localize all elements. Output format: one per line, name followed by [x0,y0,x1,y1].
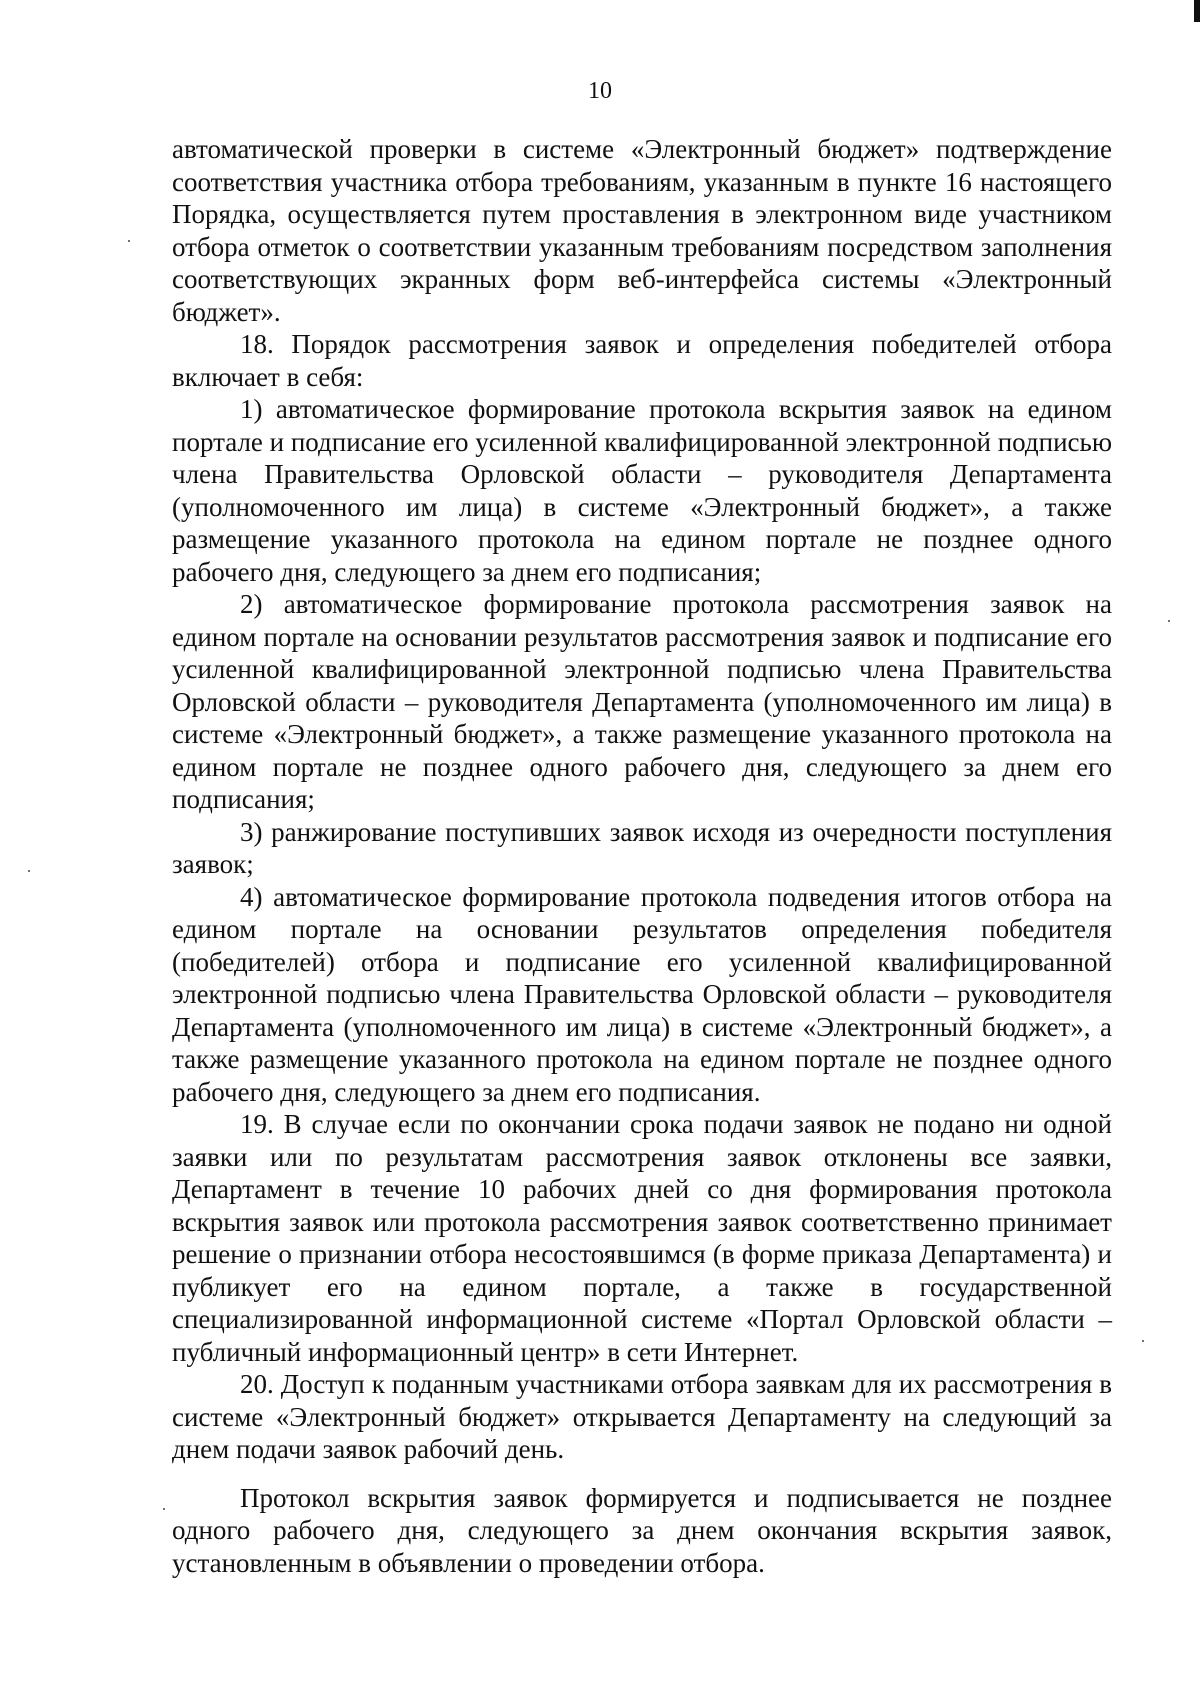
scan-speck [28,870,30,872]
scan-speck [1142,1340,1144,1342]
paragraph-18-item-3: 3) ранжирование поступивших заявок исходя из очередности поступления заявок; [172,816,1112,879]
scan-speck [163,1508,165,1510]
paragraph-18-item-1: 1) автоматическое формирование протокола вскрытия заявок на едином портале и подписание его усиленной квалифицированной электронной подписью члена Правительства Орловской области – руководителя Департамента (уполномоченного им лица) в системе «Электронный бюджет», а также размещение указанного протокола на едином портале не позднее одного рабочего дня, следующего за днем его подписания; [172,394,1113,587]
page-number: 10 [588,78,612,104]
paragraph-18-item-2: 2) автоматическое формирование протокола рассмотрения заявок на едином портале на основании результатов рассмотрения заявок и подписание его усиленной квалифицированной электронной подписью члена Правительства Орловской области – руководителя Департамента (уполномоченного им лица) в системе «Электронный бюджет», а также размещение указанного протокола на едином портале не позднее одного рабочего дня, следующего за днем его подписания; [172,589,1112,814]
paragraph-20: 20. Доступ к поданным участниками отбора заявкам для их рассмотрения в системе «Электронный бюджет» открывается Департаменту на следующий за днем подачи заявок рабочий день. [172,1369,1112,1464]
paragraph-continuation: автоматической проверки в системе «Электронный бюджет» подтверждение соответствия участника отбора требованиям, указанным в пункте 16 настоящего Порядка, осуществляется путем проставления в электронном виде участником отбора отметок о соответствии указанным требованиям посредством заполнения соответствующих экранных форм веб-интерфейса системы «Электронный бюджет». [172,134,1112,327]
document-body [172,133,1112,1579]
scan-speck [128,240,130,242]
paragraph-20-protocol: Протокол вскрытия заявок формируется и подписывается не позднее одного рабочего дня, следующего за днем окончания вскрытия заявок, установленным в объявлении о проведении отбора. [172,1482,1112,1578]
paragraph-19: 19. В случае если по окончании срока подачи заявок не подано ни одной заявки или по результатам рассмотрения заявок отклонены все заявки, Департамент в течение 10 рабочих дней со дня формирования протокола вскрытия заявок или протокола рассмотрения заявок соответственно принимает решение о признании отбора несостоявшимся (в форме приказа Департамента) и публикует его на едином портале, а также в государственной специализированной информационной системе «Портал Орловской области – публичный информационный центр» в сети Интернет. [172,1109,1112,1367]
paragraph-18: 18. Порядок рассмотрения заявок и определения победителей отбора включает в себя: [172,329,1112,392]
paragraph-18-item-4: 4) автоматическое формирование протокола подведения итогов отбора на едином портале на основании результатов определения победителя (победителей) отбора и подписание его усиленной квалифицированной электронной подписью члена Правительства Орловской области – руководителя Департамента (уполномоченного им лица) в системе «Электронный бюджет», а также размещение указанного протокола на едином портале не позднее одного рабочего дня, следующего за днем его подписания. [172,881,1112,1107]
scan-edge-mark [1194,0,1200,22]
scan-speck [1168,620,1170,622]
